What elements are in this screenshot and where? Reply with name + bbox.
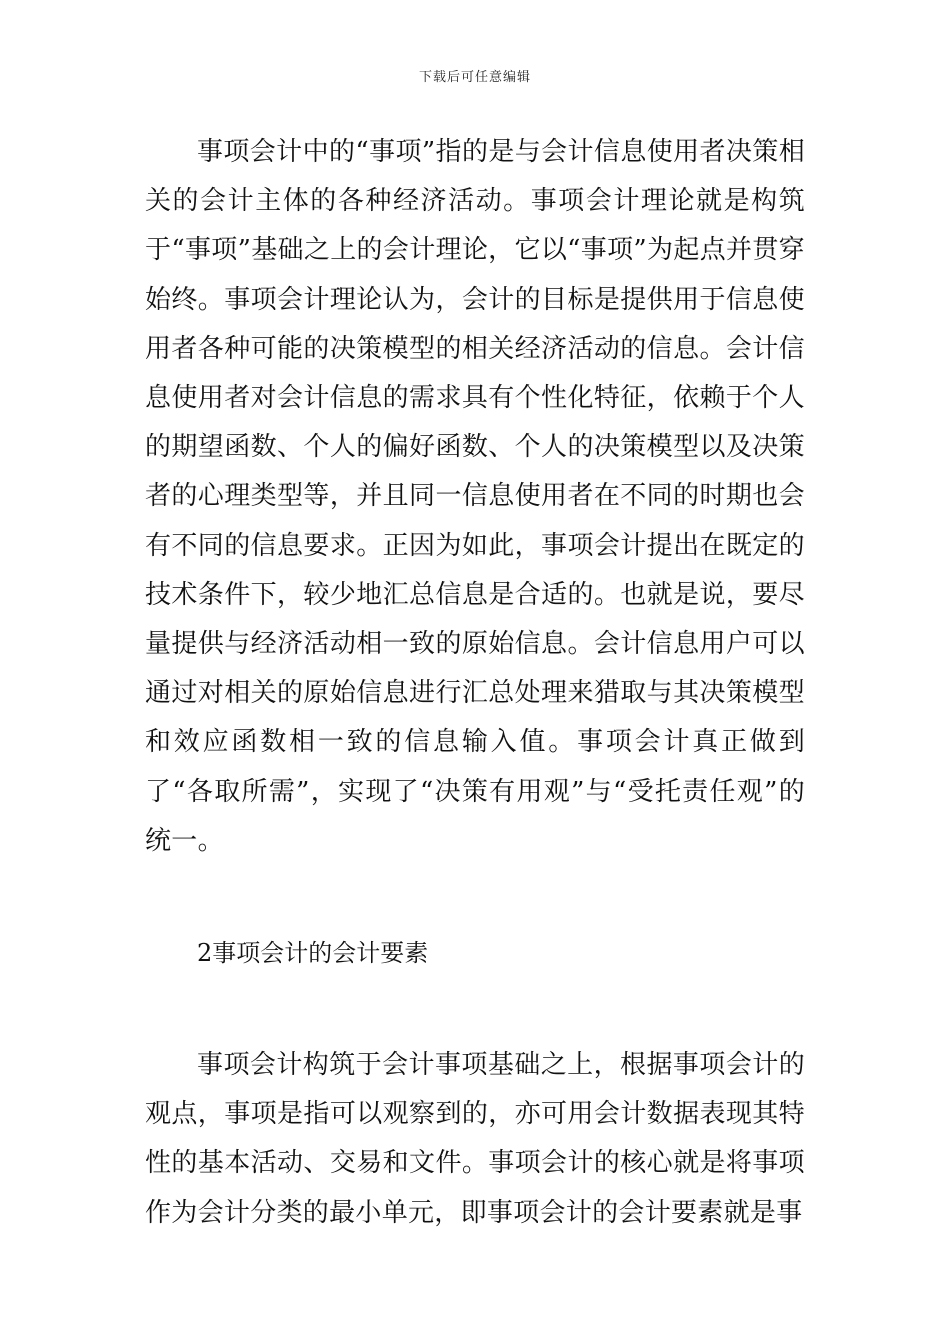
paragraph-event-accounting-elements: 事项会计构筑于会计事项基础之上，根据事项会计的观点，事项是指可以观察到的，亦可用会计数据表现其特性的基本活动、交易和文件。事项会计的核心就是将事项作为会计分类的最小单元，即事项会计的会计要素就是事 — [145, 1050, 805, 1228]
document-body — [145, 128, 805, 1238]
spacer — [145, 978, 805, 1041]
paragraph-event-accounting-definition: 事项会计中的“事项”指的是与会计信息使用者决策相关的会计主体的各种经济活动。事项会计理论就是构筑于“事项”基础之上的会计理论，它以“事项”为起点并贯穿始终。事项会计理论认为，会计的目标是提供用于信息使用者各种可能的决策模型的相关经济活动的信息。会计信息使用者对会计信息的需求具有个性化特征，依赖于个人的期望函数、个人的偏好函数、个人的决策模型以及决策者的心理类型等，并且同一信息使用者在不同的时期也会有不同的信息要求。正因为如此，事项会计提出在既定的技术条件下，较少地汇总信息是合适的。也就是说，要尽量提供与经济活动相一致的原始信息。会计信息用户可以通过对相关的原始信息进行汇总处理来猎取与其决策模型和效应函数相一致的信息输入值。事项会计真正做到了“各取所需”，实现了“决策有用观”与“受托责任观”的统一。 — [145, 137, 805, 856]
section-heading: 2事项会计的会计要素 — [197, 939, 429, 968]
page-header: 下载后可任意编辑 — [418, 70, 531, 85]
spacer — [145, 866, 805, 929]
